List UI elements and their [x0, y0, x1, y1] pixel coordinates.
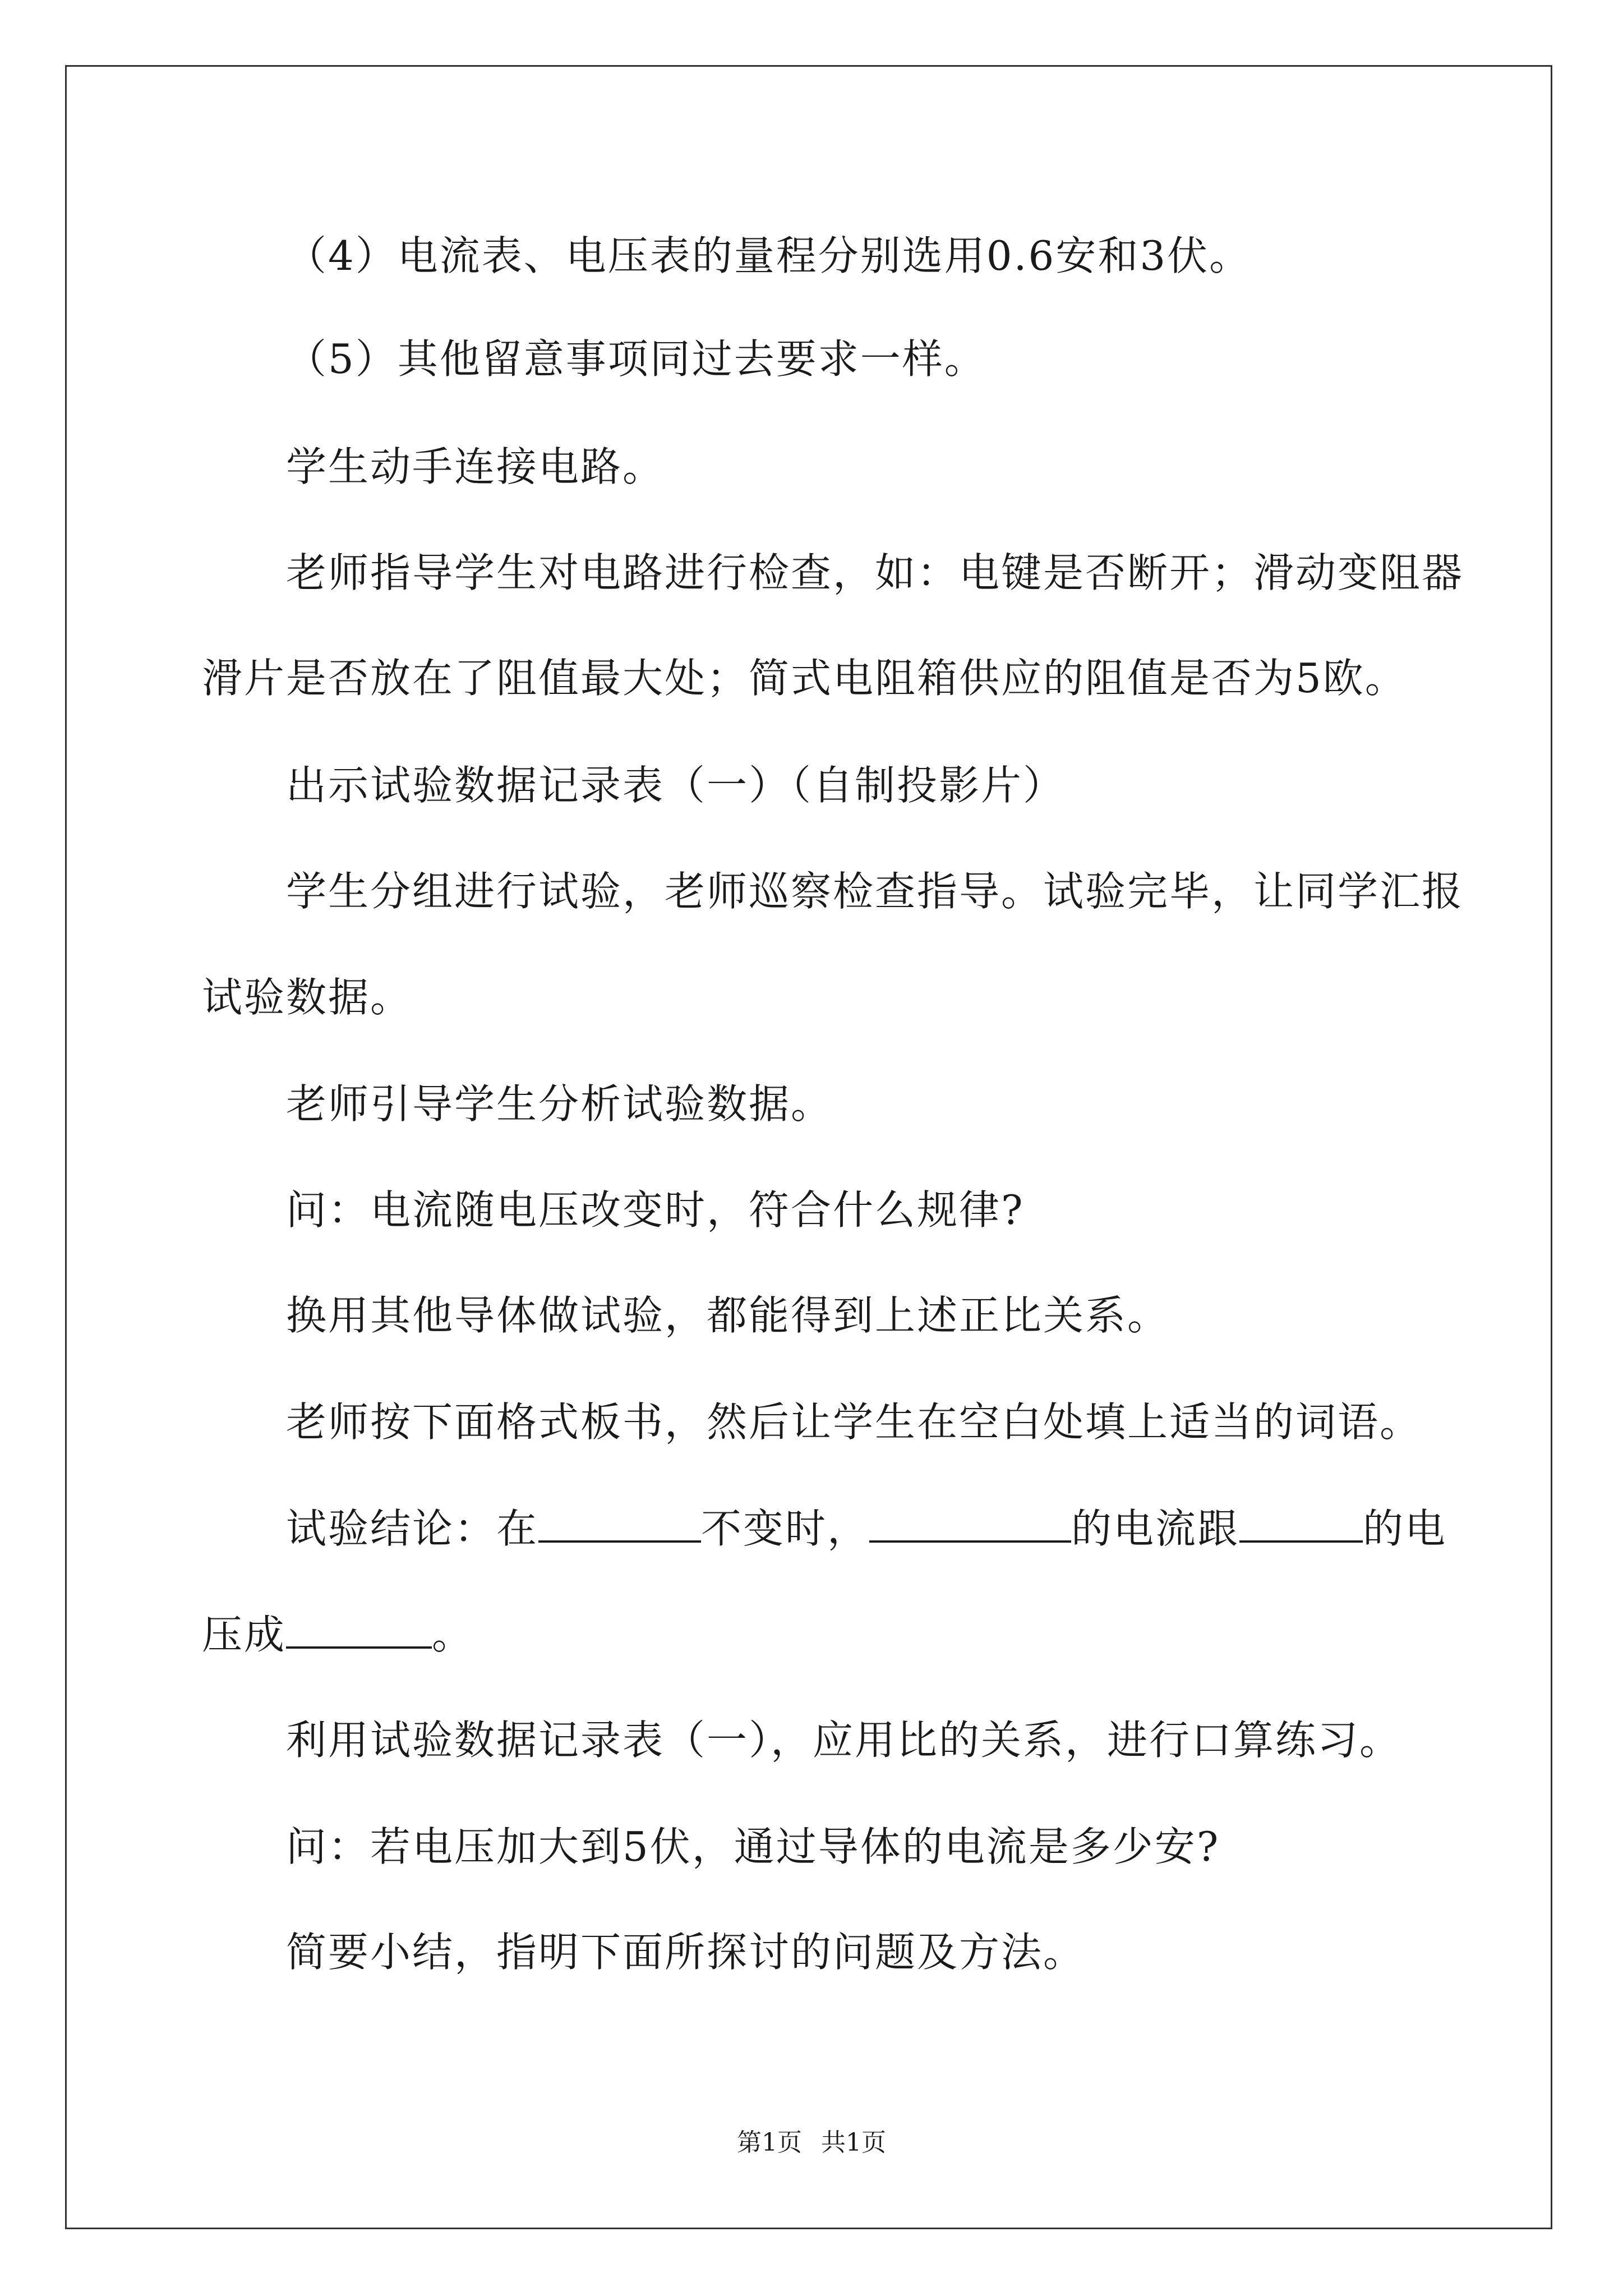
conclusion-text-1: 试验结论：在: [286, 1505, 539, 1552]
page-number: 第1页: [737, 2128, 802, 2157]
paragraph-mental-arithmetic: 利用试验数据记录表（一），应用比的关系，进行口算练习。: [286, 1717, 1402, 1764]
paragraph-other-notes: （5）其他留意事项同过去要求一样。: [286, 335, 986, 383]
paragraph-conclusion-line1: [202, 1505, 1447, 1552]
paragraph-check-circuit-line2: 滑片是否放在了阻值最大处；简式电阻箱供应的阻值是否为5欧。: [202, 655, 1407, 702]
conclusion-text-6: 。: [432, 1611, 474, 1658]
page-frame: [65, 65, 1552, 2229]
paragraph-conclusion-line2: [202, 1611, 1424, 1658]
conclusion-text-5: 压成: [202, 1611, 287, 1658]
paragraph-summary: 简要小结，指明下面所探讨的问题及方法。: [286, 1929, 1086, 1976]
conclusion-text-4: 的电: [1363, 1505, 1447, 1552]
paragraph-blackboard: 老师按下面格式板书，然后让学生在空白处填上适当的词语。: [286, 1398, 1422, 1446]
paragraph-group-experiment-line2: 试验数据。: [202, 974, 413, 1021]
conclusion-text-2: 不变时，: [701, 1505, 870, 1552]
paragraph-analyze-data: 老师引导学生分析试验数据。: [286, 1080, 833, 1128]
conclusion-blank-4[interactable]: [286, 1614, 432, 1649]
paragraph-group-experiment-line1: 学生分组进行试验，老师巡察检查指导。试验完毕，让同学汇报: [286, 868, 1464, 915]
paragraph-question-rule: 问：电流随电压改变时，符合什么规律?: [286, 1186, 1025, 1234]
paragraph-connect-circuit: 学生动手连接电路。: [286, 443, 665, 490]
conclusion-blank-3[interactable]: [1239, 1508, 1363, 1543]
paragraph-check-circuit-line1: 老师指导学生对电路进行检查，如：电键是否断开；滑动变阻器: [286, 549, 1464, 596]
paragraph-question-5-volts: 问：若电压加大到5伏，通过导体的电流是多少安?: [286, 1823, 1220, 1870]
conclusion-text-3: 的电流跟: [1071, 1505, 1240, 1552]
paragraph-show-table: 出示试验数据记录表（一）（自制投影片）: [286, 762, 1066, 809]
page-footer: [0, 2129, 1623, 2157]
conclusion-blank-2[interactable]: [869, 1508, 1071, 1543]
paragraph-other-conductors: 换用其他导体做试验，都能得到上述正比关系。: [286, 1292, 1170, 1339]
conclusion-blank-1[interactable]: [538, 1508, 701, 1543]
paragraph-meter-range: （4）电流表、电压表的量程分别选用0.6安和3伏。: [286, 232, 1252, 279]
page-total: 共1页: [821, 2128, 886, 2157]
